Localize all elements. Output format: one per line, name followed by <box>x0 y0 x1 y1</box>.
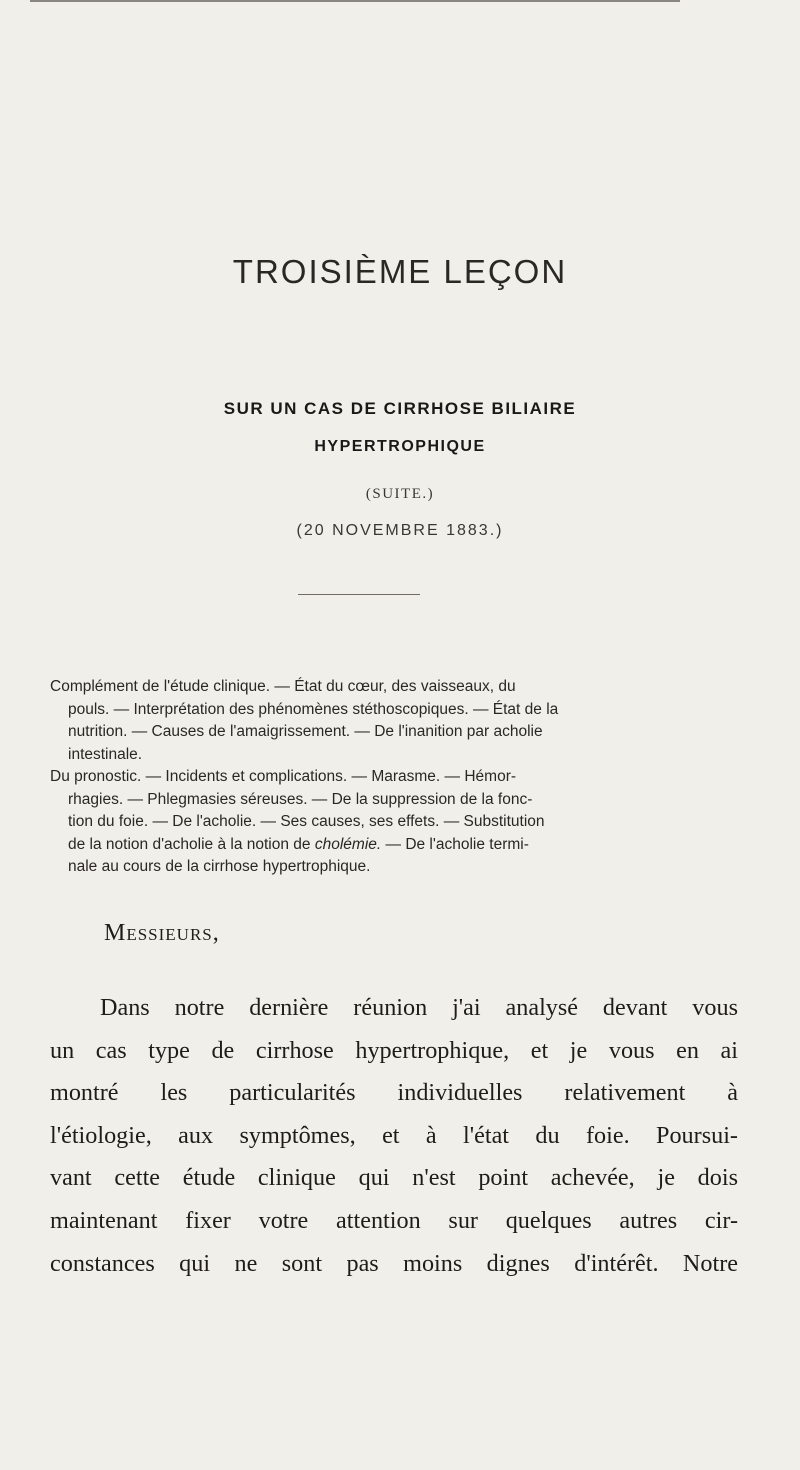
subject-title-line2: HYPERTROPHIQUE <box>314 438 486 455</box>
summary-line: Complément de l'étude clinique. — État du cœur, des vaisseaux, du <box>50 678 516 695</box>
salutation: Messieurs, <box>104 920 220 946</box>
summary-paragraph-1 <box>50 676 738 766</box>
summary-paragraph-2 <box>50 766 738 879</box>
summary-line <box>50 834 738 857</box>
top-rule <box>30 0 680 2</box>
summary-text: — De l'acholie termi- <box>381 835 529 853</box>
body-line: Dans notre dernière réunion j'ai analysé devant vous <box>100 994 738 1021</box>
section-divider <box>298 594 420 595</box>
body-line: un cas type de cirrhose hypertrophique, et je vous en ai <box>50 1036 738 1064</box>
summary-line: nutrition. — Causes de l'amaigrissement. — De l'inanition par acholie <box>68 723 543 740</box>
body-line: constances qui ne sont pas moins dignes d'intérêt. Notre <box>50 1249 738 1277</box>
lecture-date: (20 NOVEMBRE 1883.) <box>296 522 504 539</box>
lesson-summary <box>50 676 738 879</box>
summary-text: de la notion d'acholie à la notion de <box>68 835 311 853</box>
lecon-title: TROISIÈME LEÇON <box>232 253 568 290</box>
body-line: maintenant fixer votre attention sur quelques autres cir- <box>50 1206 738 1234</box>
summary-line: nale au cours de la cirrhose hypertrophique. <box>68 858 371 875</box>
suite-label: (SUITE.) <box>365 486 435 502</box>
subject-title-line1: SUR UN CAS DE CIRRHOSE BILIAIRE <box>223 399 577 418</box>
body-line: l'étiologie, aux symptômes, et à l'état du foie. Poursui- <box>50 1121 738 1149</box>
summary-italic-term: cholémie. <box>314 835 382 853</box>
body-paragraph <box>50 987 738 1285</box>
summary-line: pouls. — Interprétation des phénomènes stéthoscopiques. — État de la <box>68 700 559 718</box>
summary-line: intestinale. <box>68 745 143 763</box>
body-line: vant cette étude clinique qui n'est point achevée, je dois <box>50 1164 738 1192</box>
summary-line: rhagies. — Phlegmasies séreuses. — De la suppression de la fonc- <box>68 790 533 808</box>
summary-line: Du pronostic. — Incidents et complications. — Marasme. — Hémor- <box>50 768 517 785</box>
body-line: montré les particularités individuelles relativement à <box>50 1079 738 1107</box>
summary-line: tion du foie. — De l'acholie. — Ses causes, ses effets. — Substitution <box>68 813 545 830</box>
